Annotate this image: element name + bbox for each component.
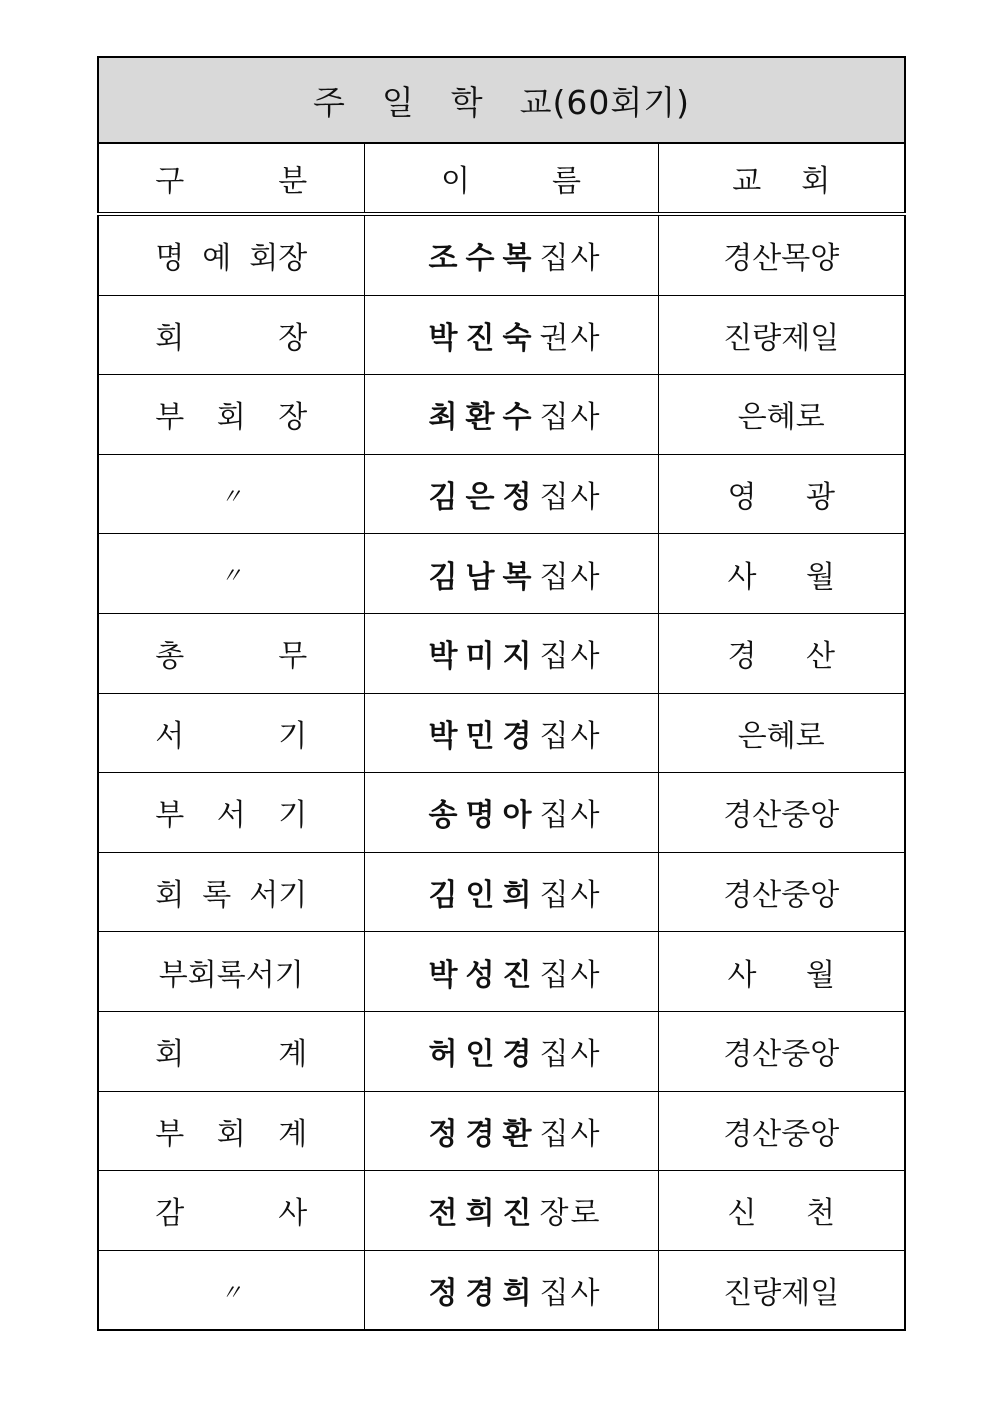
person-name — [421, 798, 602, 833]
table-row — [98, 932, 905, 1012]
table-row — [98, 534, 905, 614]
role-text-part: 회 — [155, 878, 185, 914]
person-full-name: 김남복 — [428, 559, 540, 595]
name-cell — [364, 1171, 658, 1251]
name-cell — [364, 613, 658, 693]
table-row — [98, 852, 905, 932]
role-text — [155, 631, 307, 675]
church-name: 은혜로 — [737, 718, 825, 754]
church-name: 경산중앙 — [723, 798, 840, 834]
role-text — [155, 711, 307, 755]
column-header-role: 구 분 — [98, 143, 364, 214]
table-row — [98, 454, 905, 534]
role-text-part: 예 — [202, 241, 232, 277]
table-title-text: 주 일 학 교(60회기) — [312, 82, 691, 122]
name-cell — [364, 1011, 658, 1091]
person-full-name: 전희진 — [428, 1196, 540, 1232]
role-text-part: 무 — [278, 639, 308, 675]
role-text — [155, 313, 307, 357]
role-text: 부회록서기 — [158, 957, 304, 993]
role-text-part: 회장 — [249, 241, 308, 277]
table-row — [98, 295, 905, 375]
table-row — [98, 214, 905, 295]
church-cell — [658, 534, 905, 614]
church-name: 영 광 — [727, 480, 835, 516]
role-cell — [98, 214, 364, 295]
person-title: 집사 — [539, 480, 602, 516]
name-cell — [364, 693, 658, 773]
church-name: 진량제일 — [723, 320, 840, 356]
role-text-part: 회 — [216, 400, 246, 436]
person-name — [421, 878, 602, 913]
person-name — [421, 400, 602, 435]
role-text-part: 회 — [155, 320, 185, 356]
person-full-name: 김인희 — [428, 878, 540, 914]
person-title: 집사 — [539, 878, 602, 914]
church-cell — [658, 1250, 905, 1330]
role-cell — [98, 534, 364, 614]
church-name: 경산목양 — [723, 241, 840, 277]
person-title: 집사 — [539, 718, 602, 754]
person-name — [421, 719, 602, 754]
title-row — [98, 57, 905, 143]
person-full-name: 송명아 — [428, 798, 540, 834]
role-text — [155, 392, 307, 436]
church-cell — [658, 214, 905, 295]
person-full-name: 박민경 — [428, 718, 540, 754]
name-cell — [364, 534, 658, 614]
role-text — [155, 1188, 307, 1232]
person-title: 집사 — [539, 798, 602, 834]
church-cell — [658, 295, 905, 375]
role-cell — [98, 852, 364, 932]
person-name — [421, 1037, 602, 1072]
person-full-name: 정경희 — [428, 1276, 540, 1312]
church-cell — [658, 1171, 905, 1251]
church-name: 경산중앙 — [723, 1116, 840, 1152]
name-cell — [364, 454, 658, 534]
person-name — [421, 1117, 602, 1152]
person-full-name: 허인경 — [428, 1037, 540, 1073]
church-name: 경산중앙 — [723, 1037, 840, 1073]
role-text-part: 서 — [155, 718, 185, 754]
name-cell — [364, 295, 658, 375]
person-title: 집사 — [539, 241, 602, 277]
table-row — [98, 1250, 905, 1330]
table-row — [98, 375, 905, 455]
church-cell — [658, 693, 905, 773]
table-row — [98, 1171, 905, 1251]
role-text-part: 부 — [155, 1116, 185, 1152]
church-cell — [658, 613, 905, 693]
table-row — [98, 693, 905, 773]
table-title — [98, 57, 905, 143]
name-cell — [364, 852, 658, 932]
role-cell — [98, 295, 364, 375]
role-text-part: 기 — [278, 798, 308, 834]
role-text-part: 서기 — [249, 878, 308, 914]
person-name — [421, 321, 602, 356]
column-header-church: 교 회 — [658, 143, 905, 214]
table-row — [98, 613, 905, 693]
church-name: 사 월 — [727, 559, 835, 595]
name-cell — [364, 932, 658, 1012]
church-cell — [658, 773, 905, 853]
role-text-part: 감 — [155, 1196, 185, 1232]
role-cell — [98, 1250, 364, 1330]
column-header-name: 이 름 — [364, 143, 658, 214]
person-name — [421, 480, 602, 515]
person-full-name: 박진숙 — [428, 320, 540, 356]
church-name: 진량제일 — [723, 1276, 840, 1312]
table-row — [98, 1011, 905, 1091]
person-full-name: 박미지 — [428, 639, 540, 675]
church-cell — [658, 1011, 905, 1091]
name-cell — [364, 214, 658, 295]
role-cell — [98, 454, 364, 534]
person-title: 집사 — [539, 1116, 602, 1152]
person-title: 권사 — [539, 320, 602, 356]
role-text-part: 회 — [155, 1037, 185, 1073]
person-name — [421, 241, 602, 276]
role-text-part: 총 — [155, 639, 185, 675]
role-cell — [98, 932, 364, 1012]
column-header-row — [98, 143, 905, 214]
table-row — [98, 1091, 905, 1171]
role-text-part: 부 — [155, 798, 185, 834]
role-cell — [98, 613, 364, 693]
person-title: 집사 — [539, 559, 602, 595]
role-text-part: 기 — [278, 718, 308, 754]
role-text — [155, 870, 307, 914]
church-cell — [658, 1091, 905, 1171]
role-text-part: 명 — [155, 241, 185, 277]
name-cell — [364, 773, 658, 853]
role-text-part: 록 — [202, 878, 232, 914]
church-name: 경산중앙 — [723, 878, 840, 914]
person-full-name: 조수복 — [428, 241, 540, 277]
person-full-name: 정경환 — [428, 1116, 540, 1152]
role-text — [155, 790, 307, 834]
role-text-part: 회 — [216, 1116, 246, 1152]
role-cell — [98, 693, 364, 773]
role-text-part: 장 — [278, 320, 308, 356]
role-cell — [98, 375, 364, 455]
role-cell — [98, 773, 364, 853]
role-text-part: 장 — [278, 400, 308, 436]
church-cell — [658, 852, 905, 932]
role-text-part: 사 — [278, 1196, 308, 1232]
person-title: 집사 — [539, 400, 602, 436]
church-name: 사 월 — [727, 957, 835, 993]
role-text-part: 계 — [278, 1037, 308, 1073]
church-cell — [658, 375, 905, 455]
church-name: 은혜로 — [737, 400, 825, 436]
name-cell — [364, 375, 658, 455]
sunday-school-roster-table — [97, 56, 906, 1331]
role-text-part: 부 — [155, 400, 185, 436]
role-text — [155, 1109, 307, 1153]
person-title: 장로 — [539, 1196, 602, 1232]
church-name: 경 산 — [727, 639, 835, 675]
name-cell — [364, 1091, 658, 1171]
document-page — [97, 56, 904, 1331]
role-text-part: 계 — [278, 1116, 308, 1152]
role-text-part: 서 — [216, 798, 246, 834]
ditto-mark: 〃 — [220, 1280, 243, 1306]
role-cell — [98, 1171, 364, 1251]
person-name — [421, 639, 602, 674]
church-name: 신 천 — [727, 1196, 835, 1232]
person-name — [421, 1276, 602, 1311]
person-name — [421, 958, 602, 993]
role-text — [155, 1029, 307, 1073]
role-cell — [98, 1011, 364, 1091]
ditto-mark: 〃 — [220, 484, 243, 510]
church-cell — [658, 454, 905, 534]
person-name — [421, 1196, 602, 1231]
ditto-mark: 〃 — [220, 564, 243, 590]
person-title: 집사 — [539, 1276, 602, 1312]
person-full-name: 김은정 — [428, 480, 540, 516]
name-cell — [364, 1250, 658, 1330]
role-text — [155, 233, 307, 277]
person-name — [421, 560, 602, 595]
table-row — [98, 773, 905, 853]
person-title: 집사 — [539, 1037, 602, 1073]
role-cell — [98, 1091, 364, 1171]
church-cell — [658, 932, 905, 1012]
person-full-name: 최환수 — [428, 400, 540, 436]
person-full-name: 박성진 — [428, 957, 540, 993]
person-title: 집사 — [539, 639, 602, 675]
person-title: 집사 — [539, 957, 602, 993]
